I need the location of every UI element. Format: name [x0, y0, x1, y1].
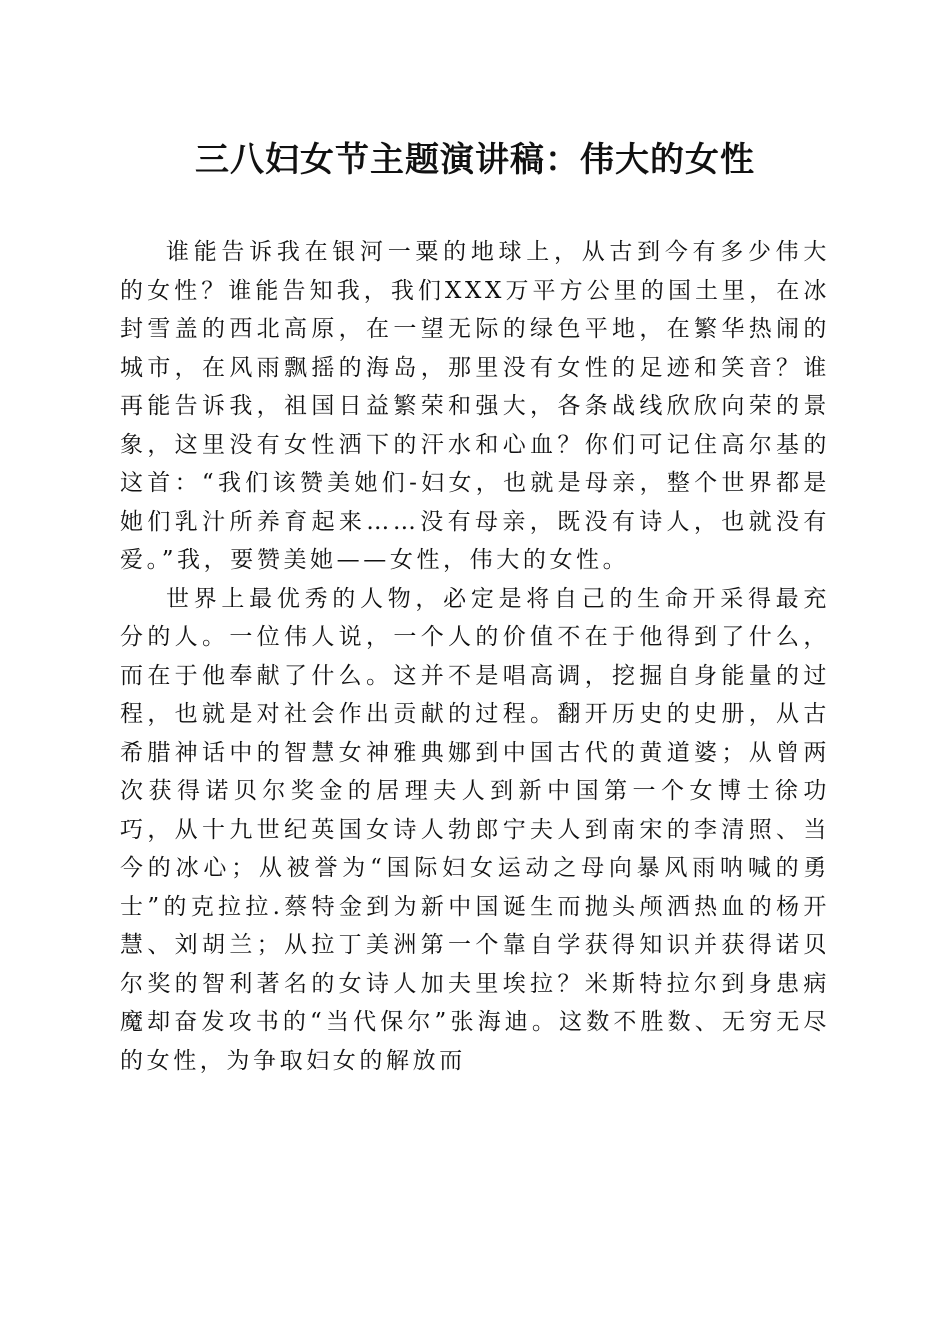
document-title: 三八妇女节主题演讲稿：伟大的女性 — [195, 140, 755, 180]
document-body — [120, 233, 830, 1080]
paragraph-2: 世界上最优秀的人物，必定是将自己的生命开采得最充分的人。一位伟人说，一个人的价值不在于他得到了什么，而在于他奉献了什么。这并不是唱高调，挖掘自身能量的过程，也就是对社会作出贡献的过程。翻开历史的史册，从古希腊神话中的智慧女神雅典娜到中国古代的黄道婆；从曾两次获得诺贝尔奖金的居理夫人到新中国第一个女博士徐功巧，从十九世纪英国女诗人勃郎宁夫人到南宋的李清照、当今的冰心；从被誉为“国际妇女运动之母向暴风雨呐喊的勇士”的克拉拉.蔡特金到为新中国诞生而抛头颅洒热血的杨开慧、刘胡兰；从拉丁美洲第一个靠自学获得知识并获得诺贝尔奖的智利著名的女诗人加夫里埃拉？米斯特拉尔到身患病魔却奋发攻书的“当代保尔”张海迪。这数不胜数、无穷无尽的女性，为争取妇女的解放而 — [120, 585, 830, 1074]
paragraph-1: 谁能告诉我在银河一粟的地球上，从古到今有多少伟大的女性？谁能告知我，我们XXX万平方公里的国土里，在冰封雪盖的西北高原，在一望无际的绿色平地，在繁华热闹的城市，在风雨飘摇的海岛，那里没有女性的足迹和笑音？谁再能告诉我，祖国日益繁荣和强大，各条战线欣欣向荣的景象，这里没有女性洒下的汗水和心血？你们可记住高尔基的这首：“我们该赞美她们-妇女，也就是母亲，整个世界都是她们乳汁所养育起来……没有母亲，既没有诗人，也就没有爱。”我，要赞美她——女性，伟大的女性。 — [120, 239, 830, 573]
